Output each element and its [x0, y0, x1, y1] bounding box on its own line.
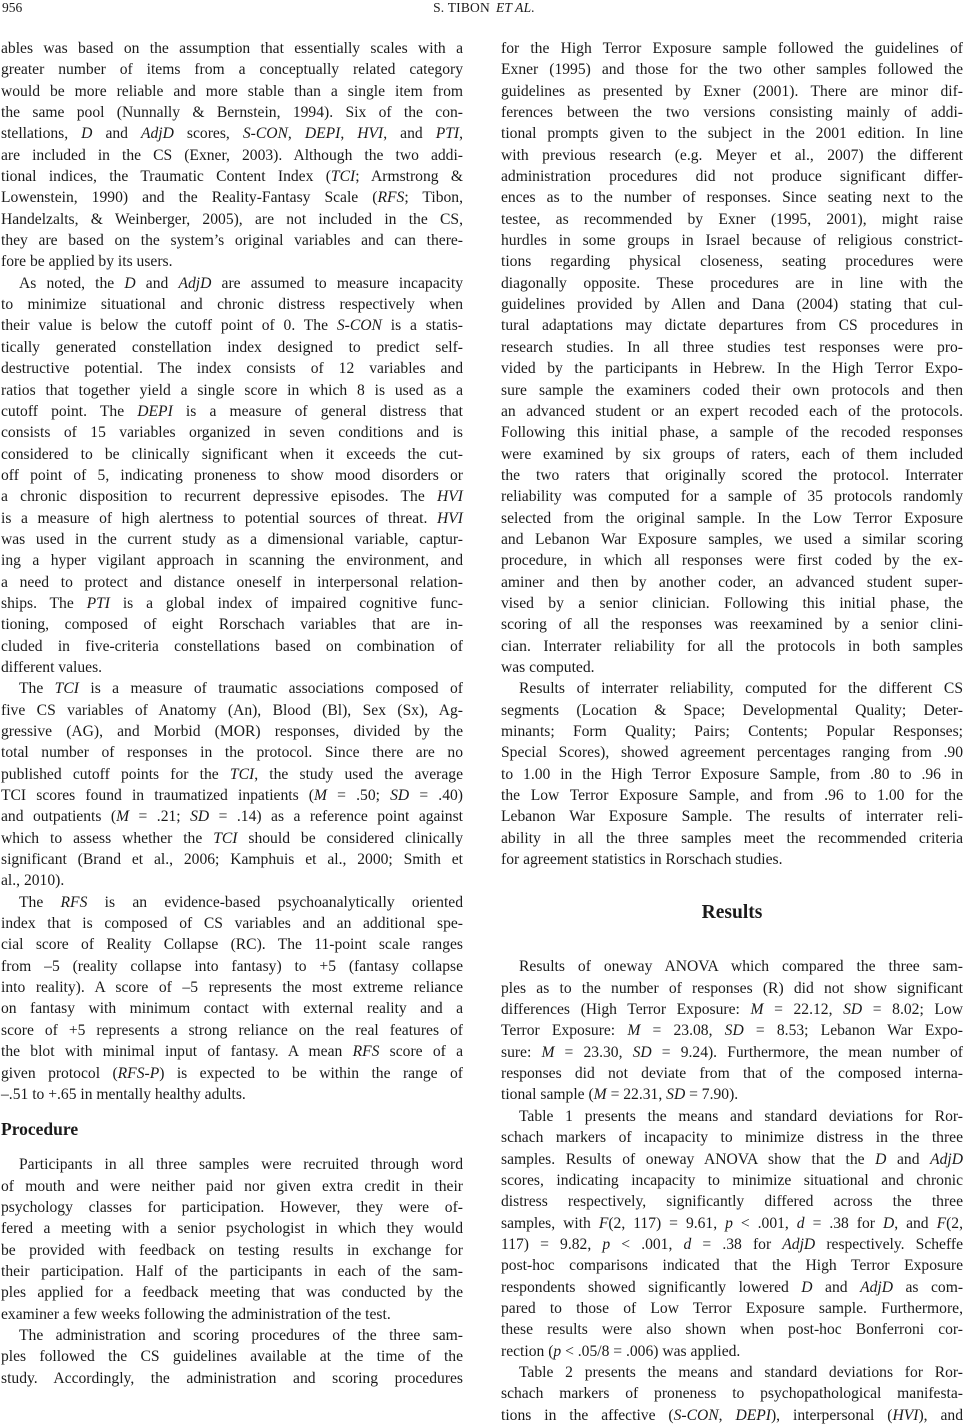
text-line: their value is below the cutoff point of 0. The S-CON is a statis- [1, 317, 463, 335]
text-line: index that is composed of CS variables and an additional spe- [1, 915, 463, 933]
text-line: examiner a few weeks following the administration of the test. [1, 1305, 391, 1323]
text-line: sure: M = 23.30, SD = 9.24). Furthermore, the mean number of [501, 1043, 963, 1061]
text-line: reliability was computed for a sample of 35 protocols randomly [501, 488, 963, 506]
section-heading-results: Results [701, 902, 763, 924]
text-line: selected from the original sample. In the Low Terror Exposure [501, 509, 963, 527]
text-line: tural adaptations may dictate departures from CS procedures in [501, 317, 963, 335]
text-line: considered to be clinically significant when it exceeds the cut- [1, 445, 463, 463]
text-line: gressive (AG), and Morbid (MOR) responses, divided by the [1, 723, 463, 740]
text-line: Handelzalts, & Weinberger, 2005), are not included in the CS, [1, 210, 463, 228]
text-line: significant (Brand et al., 2006; Kamphuis et al., 2000; Smith et [1, 851, 463, 869]
text-line: and Lebanon War Exposure samples, we used a similar scoring [501, 530, 963, 548]
text-line: were examined by six groups of raters, each of them included [501, 445, 963, 463]
text-line: Exner (1995) and those for the two other samples followed the [501, 61, 963, 79]
text-line: respondents showed significantly lowered D and AdjD as com- [501, 1278, 964, 1296]
text-line: hurdles in some groups in Israel because of religious constrict- [501, 232, 963, 250]
text-line: ables was based on the assumption that essentially scales with a [1, 40, 463, 57]
text-line: ples as to the number of responses (R) did not show significant [501, 979, 963, 997]
text-line: distress respectively, significantly differed across the three [501, 1193, 963, 1211]
text-line: Special Scores), showed agreement percentages ranging from .90 [501, 744, 963, 762]
text-line: tional indices, the Traumatic Content Index (TCI; Armstrong & [1, 168, 464, 186]
text-line: these results were also shown when post-hoc Bonferroni cor- [501, 1321, 963, 1339]
text-line: the Low Terror Exposure Sample, and from .96 to 1.00 for the [501, 787, 963, 805]
text-line: sure sample the examiners coded their own protocols and then [501, 381, 963, 399]
text-line: 117) = 9.82, p < .001, d = .38 for AdjD respectively. Scheffe [501, 1235, 964, 1253]
text-line: tional sample (M = 22.31, SD = 7.90). [501, 1086, 739, 1104]
text-line: was computed. [501, 658, 595, 676]
left-column [1, 38, 463, 1389]
text-line: vised by a senior clinician. Following this initial phase, the [501, 594, 963, 612]
text-line: for the High Terror Exposure sample followed the guidelines of [501, 40, 963, 57]
text-line: which to assess whether the TCI should be considered clinically [1, 829, 464, 847]
spacer [501, 925, 963, 956]
text-line: ratios that together yield a single score in which 8 is used as a [1, 381, 463, 399]
right-column [501, 38, 963, 1426]
text-line: on fantasy with minimum contact with external reality and a [1, 1000, 463, 1018]
text-line: with previous research (e.g. Meyer et al., 2007) the different [501, 146, 963, 164]
text-line: to 1.00 in the High Terror Exposure Sample, from .80 to .96 in [501, 765, 963, 783]
text-line: schach markers of incapacity to minimize distress in the three [501, 1129, 963, 1147]
text-line: samples. Results of oneway ANOVA show that the D and AdjD [501, 1150, 963, 1168]
text-line: ences as to the number of responses. Since seating next to the [501, 189, 963, 207]
text-line: guidelines provided by Allen and Dana (2004) stating that cul- [501, 296, 963, 314]
text-line: responses did not deviate from that of the composed interna- [501, 1065, 963, 1083]
text-line: their participation. Half of the participants in each of the sam- [1, 1262, 463, 1280]
et-al: ET AL. [495, 0, 535, 15]
paragraph [501, 38, 963, 678]
text-line: destructive potential. The index consists of 12 variables and [1, 360, 463, 378]
text-line: to minimize situational and chronic distress respectively when [1, 296, 463, 314]
text-line: fore be applied by its users. [1, 253, 173, 271]
text-line: be provided with feedback on testing results in exchange for [1, 1241, 463, 1259]
text-line: an advanced student or an expert recoded each of the protocols. [501, 402, 963, 420]
paragraph [1, 38, 463, 273]
paragraph [1, 678, 463, 891]
text-line: tioning, composed of eight Rorschach variables that are in- [1, 616, 463, 634]
text-line: for agreement statistics in Rorschach studies. [501, 851, 783, 869]
text-line: and outpatients (M = .21; SD = .14) as a reference point against [1, 808, 463, 826]
text-line: a chronic disposition to recurrent depressive episodes. The HVI [1, 488, 463, 506]
text-line: diagonally opposite. These procedures are in line with the [501, 274, 963, 292]
spacer [501, 870, 963, 901]
text-line: total number of responses in the protocol. Since there are no [1, 744, 463, 762]
text-line: TCI scores found in traumatized inpatients (M = .50; SD = .40) [1, 787, 463, 805]
text-line: Table 1 presents the means and standard deviations for Ror- [519, 1107, 963, 1125]
text-line: consists of 15 variables organized in seven conditions and is [1, 424, 463, 442]
text-line: Participants in all three samples were recruited through word [19, 1156, 463, 1174]
text-line: samples, with F(2, 117) = 9.61, p < .001, d = .38 for D, and F(2, [501, 1214, 963, 1232]
text-line: guidelines as presented by Exner (2001). There are minor dif- [501, 82, 963, 100]
text-line: aminer and then by another coder, an advanced student super- [501, 573, 963, 591]
text-line: published cutoff points for the TCI, the study used the average [1, 765, 463, 783]
text-line: the same pool (Nunnally & Bernstein, 1994). Six of the con- [1, 104, 463, 122]
text-line: given protocol (RFS-P) is expected to be within the range of [1, 1064, 463, 1082]
paragraph [501, 678, 963, 870]
text-line: five CS variables of Anatomy (An), Blood (Bl), Sex (Sx), Ag- [1, 701, 463, 719]
text-line: research studies. In all three studies test responses were pro- [501, 338, 963, 356]
paragraph [1, 273, 463, 679]
text-line: ing a hyper vigilant approach in scanning the environment, and [1, 552, 463, 570]
spacer [1, 1140, 463, 1154]
text-line: differences (High Terror Exposure: M = 22.12, SD = 8.02; Low [501, 1001, 963, 1019]
paragraph [1, 1325, 463, 1389]
text-line: cian. Interrater reliability for all the protocols in both samples [501, 637, 963, 655]
text-line: the blot with minimal input of fantasy. A mean RFS score of a [1, 1043, 463, 1061]
text-line: The TCI is a measure of traumatic associations composed of [19, 680, 463, 698]
text-line: they are based on the system’s original variables and can there- [1, 232, 463, 250]
text-line: tional prompts given to the subject in the 2001 edition. In line [501, 125, 963, 143]
text-line: ships. The PTI is a global index of impaired cognitive func- [1, 594, 463, 612]
text-line: cutoff point. The DEPI is a measure of general distress that [1, 402, 463, 420]
text-line: Terror Exposure: M = 23.08, SD = 8.53; Lebanon War Expo- [501, 1022, 963, 1040]
text-line: Results of interrater reliability, computed for the different CS [519, 680, 963, 698]
text-line: Lowenstein, 1990) and the Reality-Fantasy Scale (RFS; Tibon, [1, 189, 463, 207]
page-number: 956 [2, 0, 23, 15]
text-line: segments (Location & Space; Developmental Quality; Deter- [501, 701, 963, 719]
running-head [0, 0, 968, 20]
spacer [1, 1105, 463, 1119]
paragraph [1, 1154, 463, 1325]
text-line: Results of oneway ANOVA which compared the three sam- [519, 958, 963, 976]
text-line: As noted, the D and AdjD are assumed to measure incapacity [19, 274, 464, 292]
text-line: is a measure of high alertness to potential sources of threat. HVI [1, 509, 463, 527]
text-line: greater number of items from a conceptually related category [1, 61, 463, 79]
text-line: psychology classes for participation. However, they were of- [1, 1198, 463, 1216]
text-line: minants; Form Quality; Pairs; Contents; Popular Responses; [501, 723, 963, 740]
text-line: was used in the current study as a dimensional variable, captur- [1, 530, 463, 548]
text-line: of mouth and were neither paid nor given extra credit in their [1, 1177, 463, 1195]
text-line: cial score of Reality Collapse (RC). The 11-point scale ranges [1, 936, 463, 954]
text-line: rection (p < .05/8 = .006) was applied. [501, 1342, 741, 1360]
text-line: ferences between the two versions consisting mainly of addi- [501, 104, 963, 122]
text-line: Following this initial phase, a sample of the recoded responses [501, 424, 963, 442]
text-line: al., 2010). [1, 872, 65, 890]
text-line: administration procedures did not produce significant differ- [501, 168, 963, 186]
text-line: procedure, in which all responses were first coded by the ex- [501, 552, 963, 570]
text-line: ples followed the CS guidelines available at the time of the [1, 1348, 463, 1366]
text-line: fered a meeting with a senior psychologist in which they would [1, 1220, 463, 1238]
text-line: tions in the affective (S-CON, DEPI), interpersonal (HVI), and [501, 1406, 964, 1424]
text-line: schach markers of proneness to psychopathological manifesta- [501, 1385, 963, 1403]
section-heading-procedure: Procedure [1, 1119, 79, 1140]
text-line: ability in all the three samples meet the recommended criteria [501, 829, 963, 847]
text-line: ples applied for a feedback meeting that was conducted by the [1, 1284, 463, 1302]
text-line: Lebanon War Exposure Sample. The results of interrater reli- [501, 808, 963, 826]
text-line: score of +5 represents a strong reliance on the real features of [1, 1021, 463, 1039]
text-line: post-hoc comparisons indicated that the High Terror Exposure [501, 1257, 963, 1275]
author-name: S. TIBON [433, 0, 490, 15]
paragraph [501, 1106, 963, 1362]
text-line: –.51 to +.65 in mentally healthy adults. [1, 1085, 246, 1103]
text-line: The administration and scoring procedures of the three sam- [19, 1326, 463, 1344]
text-line: tically generated constellation index designed to predict self- [1, 338, 463, 356]
text-line: would be more reliable and more stable than a single item from [1, 82, 463, 100]
text-line: from –5 (reality collapse into fantasy) to +5 (fantasy collapse [1, 957, 463, 975]
text-line: scoring of all the responses was reexamined by a senior clini- [501, 616, 963, 634]
paragraph [501, 956, 963, 1105]
text-line: a need to protect and distance oneself in interpersonal relation- [1, 573, 463, 591]
text-line: scores, indicating incapacity to minimize situational and chronic [501, 1171, 963, 1189]
running-head-authors [0, 0, 968, 16]
text-line: off point of 5, indicating proneness to show mood disorders or [1, 466, 463, 484]
text-line: vided by the participants in Hebrew. In the High Terror Expo- [501, 360, 963, 378]
text-line: The RFS is an evidence-based psychoanalytically oriented [19, 893, 463, 911]
paragraph [501, 1362, 963, 1426]
paragraph [1, 892, 463, 1105]
text-line: cluded in five-criteria constellations based on combination of [1, 637, 463, 655]
text-line: study. Accordingly, the administration and scoring procedures [1, 1369, 463, 1387]
text-line: different values. [1, 658, 103, 676]
text-line: the two raters that originally scored the protocol. Interrater [501, 466, 963, 484]
text-line: Table 2 presents the means and standard deviations for Ror- [519, 1363, 963, 1381]
text-line: are included in the CS (Exner, 2003). Although the two addi- [1, 146, 463, 164]
text-line: into reality). A score of –5 represents the most extreme reliance [1, 979, 463, 997]
text-line: stellations, D and AdjD scores, S-CON, DEPI, HVI, and PTI, [1, 125, 463, 143]
text-line: testee, as recommended by Exner (1995, 2001), might raise [501, 210, 963, 228]
text-line: pared to those of Low Terror Exposure sample. Furthermore, [501, 1299, 963, 1317]
text-line: tions regarding physical closeness, seating procedures were [501, 253, 963, 271]
